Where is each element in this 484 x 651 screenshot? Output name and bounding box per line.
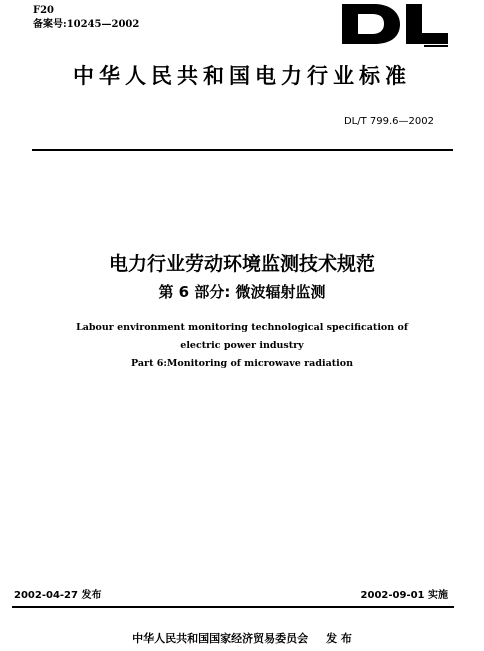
top-divider bbox=[32, 149, 453, 151]
issue-date: 2002-04-27 发布 bbox=[14, 590, 102, 601]
publish-label: 发 布 bbox=[326, 632, 352, 645]
record-number: 备案号:10245—2002 bbox=[33, 19, 140, 30]
standard-category-title: 中华人民共和国电力行业标准 bbox=[73, 64, 411, 88]
english-title-line: Labour environment monitoring technological specification of bbox=[76, 322, 408, 333]
classification-code: F20 bbox=[33, 5, 55, 16]
implementation-date: 2002-09-01 实施 bbox=[360, 590, 448, 601]
publisher-line bbox=[0, 632, 484, 646]
english-title-line: electric power industry bbox=[180, 340, 304, 351]
chinese-part-title: 第 6 部分: 微波辐射监测 bbox=[158, 283, 326, 301]
standard-number: DL/T 799.6—2002 bbox=[343, 116, 434, 127]
chinese-main-title: 电力行业劳动环境监测技术规范 bbox=[108, 253, 375, 275]
dl-logo bbox=[340, 2, 452, 48]
publisher-name: 中华人民共和国国家经济贸易委员会 bbox=[132, 632, 309, 645]
english-part-title: Part 6:Monitoring of microwave radiation bbox=[131, 358, 353, 369]
bottom-divider bbox=[12, 606, 454, 608]
